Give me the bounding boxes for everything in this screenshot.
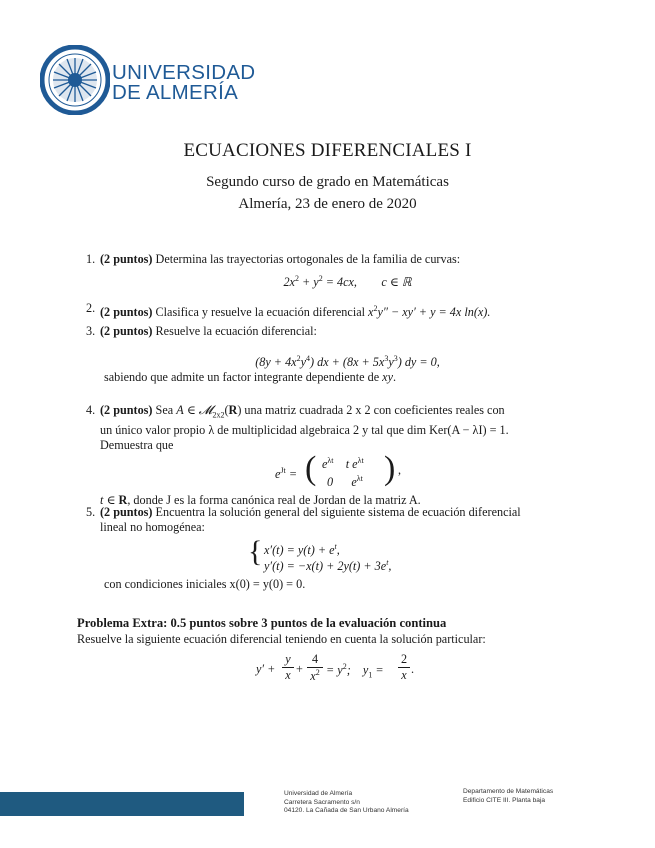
exam-title: ECUACIONES DIFERENCIALES I — [183, 140, 472, 161]
logo-line2: DE ALMERÍA — [112, 81, 239, 104]
problem-points: (2 puntos) — [100, 505, 153, 519]
problem-line2: un único valor propio λ de multiplicidad algebraica 2 y tal que dim Ker(A − λI) = 1. — [100, 422, 509, 437]
problem-number: 1. — [86, 252, 96, 266]
problem-points: (2 puntos) — [100, 324, 153, 338]
university-logo — [40, 45, 256, 125]
problem-number: 4. — [86, 403, 96, 417]
problem-number: 5. — [86, 505, 96, 519]
problem-2 — [86, 301, 595, 320]
problem-number: 3. — [86, 324, 96, 338]
problem-text: Clasifica y resuelve la ecuación diferencial — [155, 305, 365, 320]
problem-line2: lineal no homogénea: — [100, 520, 205, 535]
problem-4: 4. (2 puntos) Sea A ∈ 𝓜$_{2x2}$(R) una matriz cuadrada 2 x 2 con coeficientes reales con un único valor propio λ de multiplicidad algebraica 2 y tal que dim Ker(A − λI) = 1. Demuestra que $e^{Jt}$ = ( $e^{\lambda t}$ t $e^{\lambda t}$ 0 $e^{\lambda t}$ ) , t ∈ R, donde J es la forma canónica real de Jordan de la matriz A. — [100, 403, 595, 508]
problem-3 — [86, 324, 595, 386]
extra-text: Resuelve la siguiente ecuación diferencial teniendo en cuenta la solución particular: — [77, 632, 486, 646]
university-seal-icon — [40, 45, 110, 115]
logo-line1: UNIVERSIDAD — [112, 61, 256, 84]
problem-line3: Demuestra que — [100, 437, 174, 452]
extra-title: Problema Extra: 0.5 puntos sobre 3 puntos de la evaluación continua — [77, 616, 447, 630]
problem-note: t ∈ R, donde J es la forma canónica real de Jordan de la matriz A. — [100, 493, 421, 508]
extra-equation: y′ + y x + 4 $x^2$ = $y^2$; $y_1$ = 2 x . — [256, 652, 415, 684]
system-equation: { $x'(t) = y(t) + e^t$, $y'(t) = -x(t) + 2y(t) + 3e^t$, — [248, 535, 392, 574]
problem-text: Determina las trayectorias ortogonales de la familia de curvas: — [155, 252, 461, 266]
inline-equation: $x^2y'' - xy' + y = 4x$ ln(x). — [368, 304, 491, 320]
problem-text: Resuelve la ecuación diferencial: — [155, 324, 317, 338]
equation: $2x^2 + y^2 = 4cx$, c ∈ ℝ — [283, 274, 412, 290]
problem-1 — [86, 252, 595, 290]
problem-number: 2. — [86, 301, 96, 315]
equation: $(8y + 4x^2y^4)$ dx + $(8x + 5x^3y^3)$ dy = 0, — [255, 354, 440, 370]
exam-date: Almería, 23 de enero de 2020 — [238, 196, 417, 212]
problem-note: con condiciones iniciales x(0) = y(0) = 0. — [104, 577, 306, 592]
problem-points: (2 puntos) — [100, 403, 153, 417]
exam-subtitle: Segundo curso de grado en Matemáticas — [206, 174, 449, 190]
problem-text: Encuentra la solución general del siguiente sistema de ecuación diferencial — [155, 505, 521, 519]
problem-points: (2 puntos) — [100, 305, 153, 320]
problem-points: (2 puntos) — [100, 252, 153, 266]
footer-bar — [0, 792, 244, 816]
problem-5 — [86, 505, 595, 593]
problem-text: Sea — [155, 403, 174, 417]
footer-department: Departamento de Matemáticas Edificio CITE III. Planta baja — [463, 788, 554, 804]
matrix-equation: $e^{Jt}$ = ( $e^{\lambda t}$ t $e^{\lambda t}$ 0 $e^{\lambda t}$ ) , — [275, 450, 402, 490]
problem-note: sabiendo que admite un factor integrante dependiente de xy. — [104, 370, 397, 385]
footer-address: Universidad de Almería Carretera Sacramento s/n 04120. La Cañada de San Urbano Almería — [284, 790, 409, 814]
